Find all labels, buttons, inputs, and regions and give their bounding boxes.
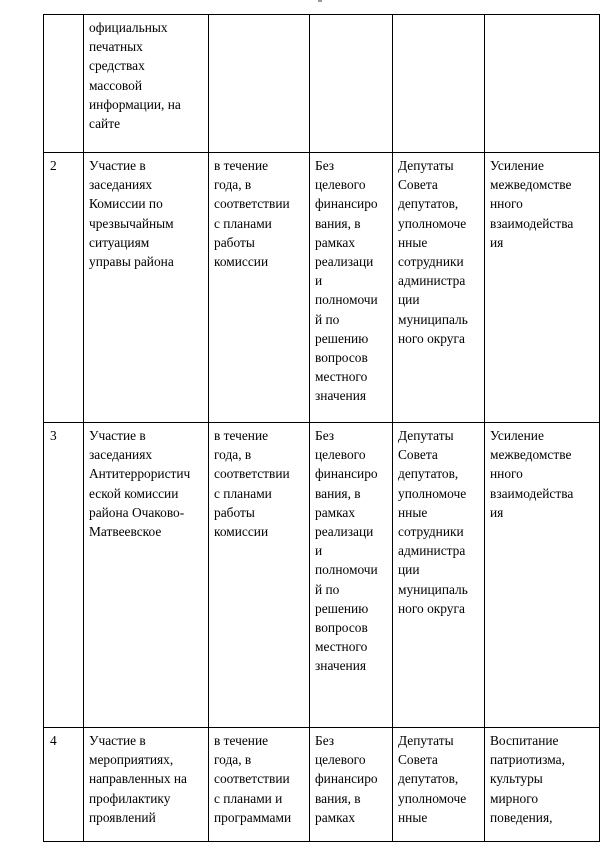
row-number: 4 [50, 733, 57, 748]
cell-text-line: с планами [214, 215, 272, 231]
cell-text-line: ия [490, 504, 504, 520]
cell-text-line: мероприятиях, [89, 752, 174, 768]
cell-text-line: Совета [398, 177, 438, 193]
cell-text-line: работы [214, 234, 255, 250]
cell-text-line: в течение [214, 733, 269, 748]
cell-text-line: финансиро [315, 771, 378, 787]
event-cell [84, 423, 209, 728]
cell-text-line: Без [315, 733, 335, 748]
cell-text-line: значения [315, 388, 367, 404]
cell-text-line: Комиссии по [89, 196, 163, 212]
cell-text-line: ции [398, 562, 420, 578]
cell-text-line: межведомстве [490, 177, 572, 193]
cell-text-line: Депутаты [398, 158, 454, 173]
table-row [44, 728, 600, 842]
cell-text-line: Участие в [89, 158, 146, 173]
cell-text-line: депутатов, [398, 466, 459, 482]
cell-text-line: й по [315, 311, 340, 327]
term-cell [209, 728, 310, 842]
cell-text-line: депутатов, [398, 771, 459, 787]
page-number-mark [318, 0, 322, 2]
cell-text-line: и [315, 273, 323, 289]
cell-text-line: соответствии [214, 466, 290, 482]
term-cell [209, 15, 310, 153]
cell-text-line: депутатов, [398, 196, 459, 212]
cell-text-line: официальных [89, 20, 168, 35]
table-row [44, 423, 600, 728]
cell-text-line: сайте [89, 116, 121, 132]
cell-text-line: решению [315, 330, 369, 346]
cell-text-line: полномочи [315, 292, 378, 308]
cell-text-line: соответствии [214, 196, 290, 212]
expected-result-cell [485, 423, 600, 728]
events-plan-table [43, 14, 600, 842]
cell-text-line: ситуациям [89, 234, 150, 250]
event-cell [84, 15, 209, 153]
responsible-cell [393, 423, 485, 728]
cell-text-line: и [315, 543, 323, 559]
financing-cell [310, 423, 393, 728]
cell-text-line: финансиро [315, 466, 378, 482]
cell-text-line: печатных [89, 39, 143, 55]
row-number-cell [44, 15, 84, 153]
cell-text-line: вопросов [315, 620, 368, 636]
cell-text-line: комиссии [214, 254, 269, 270]
cell-text-line: сотрудники [398, 254, 464, 270]
cell-text-line: ции [398, 292, 420, 308]
cell-text-line: администра [398, 543, 466, 559]
cell-text-line: Без [315, 158, 335, 173]
cell-text-line: нного [490, 466, 523, 482]
table-row [44, 153, 600, 423]
cell-text-line: полномочи [315, 562, 378, 578]
expected-result-cell [485, 728, 600, 842]
responsible-cell [393, 153, 485, 423]
cell-text-line: местного [315, 369, 368, 385]
responsible-cell [393, 15, 485, 153]
cell-text-line: мирного [490, 790, 539, 806]
cell-text-line: соответствии [214, 771, 290, 787]
cell-text-line: года, в [214, 752, 252, 768]
cell-text-line: нные [398, 234, 428, 250]
cell-text-line: проявлений [89, 809, 156, 825]
cell-text-line: целевого [315, 752, 366, 768]
cell-text-line: целевого [315, 447, 366, 463]
cell-text-line: района Очаково- [89, 504, 185, 520]
cell-text-line: межведомстве [490, 447, 572, 463]
term-cell [209, 423, 310, 728]
cell-text-line: с планами и [214, 790, 283, 806]
cell-text-line: Совета [398, 447, 438, 463]
cell-text-line: реализаци [315, 254, 374, 270]
cell-text-line: ного округа [398, 600, 465, 616]
cell-text-line: рамках [315, 234, 356, 250]
financing-cell [310, 153, 393, 423]
cell-text-line: культуры [490, 771, 543, 787]
cell-text-line: вания, в [315, 485, 361, 501]
responsible-cell [393, 728, 485, 842]
cell-text-line: заседаниях [89, 177, 153, 193]
cell-text-line: реализаци [315, 524, 374, 540]
cell-text-line: значения [315, 658, 367, 674]
cell-text-line: в течение [214, 428, 269, 443]
cell-text-line: заседаниях [89, 447, 153, 463]
cell-text-line: целевого [315, 177, 366, 193]
cell-text-line: Участие в [89, 428, 146, 443]
cell-text-line: Участие в [89, 733, 146, 748]
table-row [44, 15, 600, 153]
cell-text-line: Усиление [490, 158, 544, 173]
cell-text-line: уполномоче [398, 215, 467, 231]
event-cell [84, 153, 209, 423]
cell-text-line: нные [398, 809, 428, 825]
cell-text-line: управы района [89, 254, 174, 270]
cell-text-line: Воспитание [490, 733, 559, 748]
row-number-cell [44, 423, 84, 728]
cell-text-line: администра [398, 273, 466, 289]
cell-text-line: взаимодейства [490, 215, 574, 231]
cell-text-line: года, в [214, 177, 252, 193]
row-number-cell [44, 728, 84, 842]
cell-text-line: вания, в [315, 790, 361, 806]
cell-text-line: вания, в [315, 215, 361, 231]
cell-text-line: местного [315, 639, 368, 655]
cell-text-line: рамках [315, 809, 356, 825]
cell-text-line: нные [398, 504, 428, 520]
row-number: 3 [50, 428, 57, 443]
cell-text-line: патриотизма, [490, 752, 565, 768]
cell-text-line: ного округа [398, 330, 465, 346]
cell-text-line: Депутаты [398, 428, 454, 443]
cell-text-line: работы [214, 504, 255, 520]
cell-text-line: Антитеррористич [89, 466, 191, 482]
row-number: 2 [50, 158, 57, 173]
expected-result-cell [485, 15, 600, 153]
cell-text-line: массовой [89, 77, 143, 93]
financing-cell [310, 15, 393, 153]
cell-text-line: уполномоче [398, 485, 467, 501]
cell-text-line: средствах [89, 58, 145, 74]
cell-text-line: года, в [214, 447, 252, 463]
cell-text-line: рамках [315, 504, 356, 520]
event-cell [84, 728, 209, 842]
cell-text-line: муниципаль [398, 311, 468, 327]
cell-text-line: комиссии [214, 524, 269, 540]
cell-text-line: профилактику [89, 790, 171, 806]
cell-text-line: еской комиссии [89, 485, 179, 501]
cell-text-line: сотрудники [398, 524, 464, 540]
cell-text-line: с планами [214, 485, 272, 501]
cell-text-line: ия [490, 234, 504, 250]
cell-text-line: нного [490, 196, 523, 212]
cell-text-line: в течение [214, 158, 269, 173]
cell-text-line: Усиление [490, 428, 544, 443]
row-number-cell [44, 153, 84, 423]
expected-result-cell [485, 153, 600, 423]
cell-text-line: муниципаль [398, 581, 468, 597]
term-cell [209, 153, 310, 423]
financing-cell [310, 728, 393, 842]
cell-text-line: программами [214, 809, 292, 825]
cell-text-line: й по [315, 581, 340, 597]
cell-text-line: направленных на [89, 771, 187, 787]
cell-text-line: Депутаты [398, 733, 454, 748]
cell-text-line: решению [315, 600, 369, 616]
cell-text-line: вопросов [315, 350, 368, 366]
cell-text-line: уполномоче [398, 790, 467, 806]
cell-text-line: чрезвычайным [89, 215, 174, 231]
cell-text-line: информации, на [89, 96, 181, 112]
cell-text-line: взаимодейства [490, 485, 574, 501]
cell-text-line: поведения, [490, 809, 553, 825]
cell-text-line: Совета [398, 752, 438, 768]
cell-text-line: финансиро [315, 196, 378, 212]
cell-text-line: Без [315, 428, 335, 443]
cell-text-line: Матвеевское [89, 524, 162, 540]
